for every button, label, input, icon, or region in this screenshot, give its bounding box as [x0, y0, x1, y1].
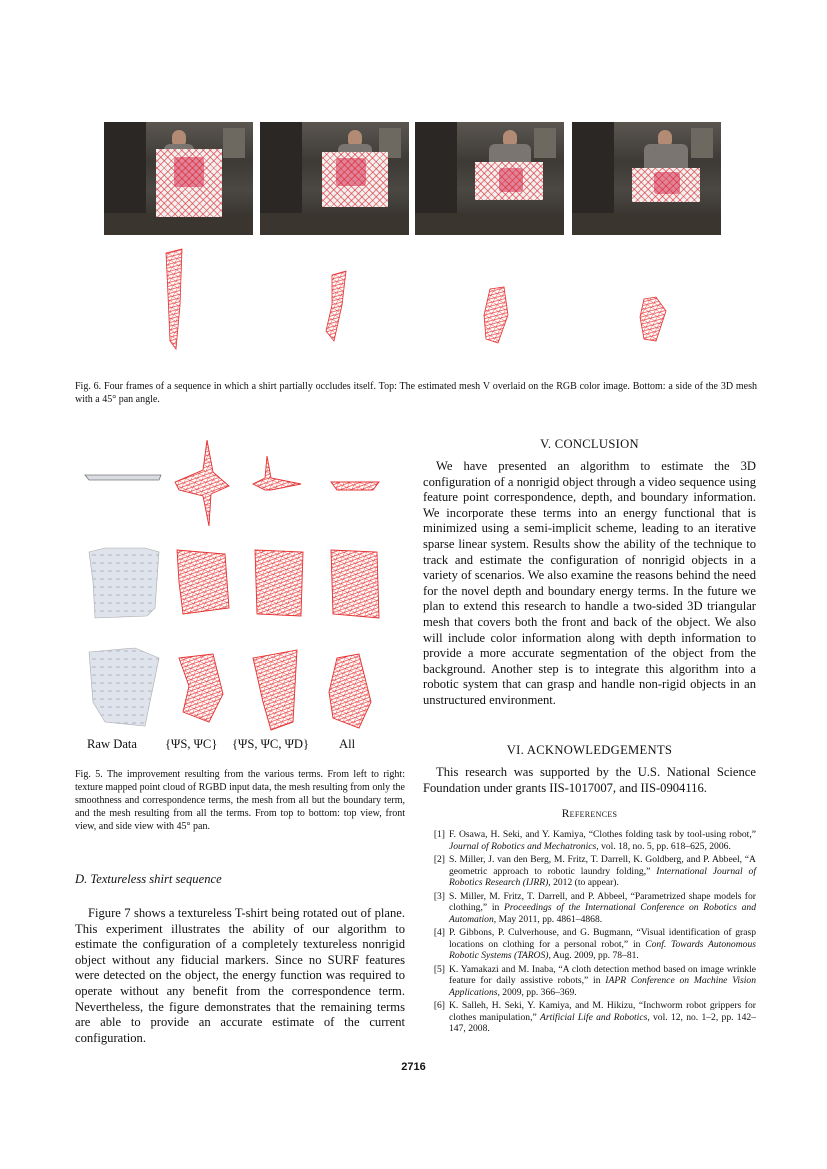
fig5-col-smooth-corr: {ΨS, ΨC}	[165, 737, 218, 751]
fig6-side-meshes	[104, 245, 724, 355]
raw-front-view	[89, 548, 159, 618]
fig5-grid	[75, 432, 405, 732]
fig6-caption: Fig. 6. Four frames of a sequence in which a shirt partially occludes itself. Top: The estimated mesh V overlaid on the RGB color image. Bottom: a side of the 3D mesh with a 45° pan angle.	[75, 381, 757, 405]
conclusion-heading: V. CONCLUSION	[540, 437, 639, 451]
fig6-frame-1	[104, 122, 253, 235]
acknowledgements-paragraph: This research was supported by the U.S. National Science Foundation under grants IIS-1017007, and IIS-0904116.	[423, 765, 756, 795]
raw-side-view	[89, 648, 159, 726]
reference-item: [6] K. Salleh, H. Seki, Y. Kamiya, and M. Hikizu, “Inchworm robot grippers for clothes manipulation,” Artificial Life and Robotics, vol. 12, no. 1–2, pp. 142–147, 2008.	[433, 1000, 756, 1034]
scd-side-view	[253, 650, 297, 730]
fig6-frame-2	[260, 122, 409, 235]
conclusion-paragraph: We have presented an algorithm to estimate the 3D configuration of a nonrigid object through a video sequence using feature point correspondence, depth, and boundary information. We incorporate these terms into an energy functional that is minimized using a semi-implicit scheme, leading to an iterative sparse linear system. Results show the ability of the technique to track and estimate the configuration of nonrigid objects in a variety of scenarios. We also examine the reasons behind the need for the novel depth and boundary energy terms. In the future we plan to extend this research to handle a two-sided 3D triangular mesh that covers both the front and back of the object. We also will include color information along with depth information to provide a more accurate segmentation of the object from the background. Another step is to integrate this algorithm into a robotic system that can grasp and handle non-rigid objects in an unstructured environment.	[423, 459, 756, 707]
page-number: 2716	[401, 1061, 426, 1073]
reference-item: [2] S. Miller, J. van den Berg, M. Fritz, T. Darrell, K. Goldberg, and P. Abbeel, “A geometric approach to robotic laundry folding,” International Journal of Robotics Research (IJRR), 2012 (to appear).	[433, 854, 757, 888]
side-mesh-2	[326, 271, 346, 341]
raw-top-view	[85, 475, 161, 480]
sc-side-view	[179, 654, 223, 722]
side-mesh-4	[640, 297, 666, 341]
fig5-col-smooth-corr-depth: {ΨS, ΨC, ΨD}	[232, 737, 310, 751]
fig6-frame-3	[415, 122, 564, 235]
reference-item: [3] S. Miller, M. Fritz, T. Darrell, and P. Abbeel, “Parametrized shape models for clothing,” in Proceedings of the International Conference on Robotics and Automation, May 2011, pp. 4861–4868.	[433, 890, 756, 925]
references-list	[423, 829, 756, 1037]
section-d-heading: D. Textureless shirt sequence	[75, 872, 222, 886]
reference-item: [1] F. Osawa, H. Seki, and Y. Kamiya, “Clothes folding task by tool-using robot,” Journal of Robotics and Mechatronics, vol. 18, no. 5, pp. 618–625, 2006.	[433, 829, 756, 852]
acknowledgements-heading: VI. ACKNOWLEDGEMENTS	[506, 743, 673, 757]
scd-top-view	[253, 456, 301, 490]
fig6-frame-4	[572, 122, 721, 235]
reference-item: [5] K. Yamakazi and M. Inaba, “A cloth detection method based on image wrinkle feature for daily assistive robots,” in IAPR Conference on Machine Vision Applications, 2009, pp. 366–369.	[433, 963, 756, 998]
sc-top-view	[175, 440, 229, 526]
side-mesh-3	[484, 287, 508, 343]
references-heading: References	[561, 808, 618, 820]
reference-item: [4] P. Gibbons, P. Culverhouse, and G. Bugmann, “Visual identification of grasp locations on clothing for a personal robot,” in Conf. Towards Autonomous Robotic Systems (TAROS), Aug. 2009, pp. 78–81.	[433, 927, 756, 961]
scd-front-view	[255, 550, 303, 616]
section-d-paragraph: Figure 7 shows a textureless T-shirt being rotated out of plane. This experiment illustrates the ability of our algorithm to estimate the configuration of a completely textureless nonrigid object without any fiducial markers. Since no SURF features were detected on the object, the energy function was required to operate without any benefit from the correspondence term. Nevertheless, the figure demonstrates that the remaining terms are able to provide an accurate estimate of the current configuration.	[75, 906, 405, 1045]
all-top-view	[331, 482, 379, 490]
sc-front-view	[177, 550, 229, 614]
fig5-col-all: All	[339, 737, 356, 751]
all-side-view	[329, 654, 371, 728]
side-mesh-1	[166, 249, 182, 349]
fig5-caption: Fig. 5. The improvement resulting from the various terms. From left to right: texture mapped point cloud of RGBD input data, the mesh resulting from only the smoothness and correspondence terms, the mesh from all but the boundary term, and the mesh resulting from all the terms. From top to bottom: top view, front view, and side view with 45° pan.	[75, 769, 405, 832]
fig5-col-raw-data: Raw Data	[87, 737, 138, 751]
all-front-view	[331, 550, 379, 618]
